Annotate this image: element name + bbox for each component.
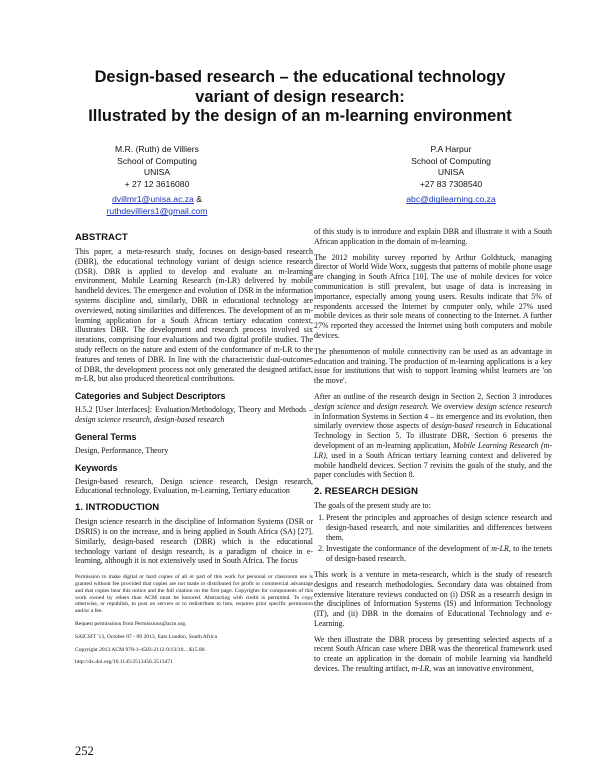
body-paragraph: The 2012 mobility survey reported by Arthur Goldstuck, managing director of World Wide Worx, suggests that patterns of mobile phone usage are changing in South Africa [10]. The use of mobile devices for voice communication is still prevalent, but usage of data is increasing in importance, especially among young users. Results indicate that 5% of respondents accessed the Internet by computer only, while 27% used mobile devices as their sole means of connecting to the Internet. A further 27% reported they accessed the Internet using both computers and mobile devices. <box>314 252 552 340</box>
author-institution: UNISA <box>143 167 171 178</box>
body-paragraph: of this study is to introduce and explain DBR and illustrate it with a South African application in the domain of m-learning. <box>314 227 552 246</box>
title-line-2: variant of design research: <box>195 87 405 106</box>
left-column <box>75 230 313 672</box>
categories-text: H.5.2 [User Interfaces]: Evaluation/Methodology, Theory and Methods – design science research, design-based research <box>75 405 313 424</box>
author-email-link[interactable]: dvillmr1@unisa.ac.za <box>112 194 194 205</box>
copyright-footnote <box>75 574 313 666</box>
general-terms-text: Design, Performance, Theory <box>75 445 169 455</box>
keywords-text: Design-based research, Design science research, Design research, Educational technology, Evaluation, m-Learning, Tertiary education <box>75 476 313 496</box>
footnote-line: Request permissions from Permissions@acm.org. <box>75 620 187 627</box>
body-paragraph: We then illustrate the DBR process by presenting selected aspects of a recent South African case where DBR was the theoretical framework used to create an application in the domain of mobile learning via handheld devices. The resulting artifact, m-LR, was an innovative environment, <box>314 634 552 674</box>
abstract-text: This paper, a meta-research study, focuses on design-based research (DBR), the educational technology variant of design science research (DSR). DBR is applied to develop and evaluate an m-learning environment, Mobile Learning Research (m-LR) delivered by mobile handheld devices. The emergence and evolution of DSR in the information systems discipline and, similarly, DBR in educational technology are overviewed, noting similarities and differences. The development of an m-learning application for a South African tertiary education context, illustrates DBR. The development and research process involved six iterations, comprising four evaluations and two digital profile studies. The study reflects on the nature and extent of the conformance of m-LR to the features and tenets of DBR. In line with the characteristic dual-outcomes of DBR, the development process not only generated the designed artifact, m-LR, but also produced theoretical contributions. <box>75 247 313 384</box>
email-ampersand: & <box>193 194 202 205</box>
keywords-heading: Keywords <box>75 462 118 473</box>
body-paragraph: The phenomenon of mobile connectivity can be used as an advantage in education and training. The production of m-learning applications is a key issue for institutions that wish to support learning whilst learners are 'on the move'. <box>314 346 552 386</box>
footnote-doi: http://dx.doi.org/10.1145/2513456.2513471 <box>75 659 173 666</box>
author-institution: UNISA <box>437 167 465 178</box>
research-design-heading: 2. RESEARCH DESIGN <box>314 486 418 498</box>
general-terms-heading: General Terms <box>75 431 137 442</box>
title-line-3: Illustrated by the design of an m-learning environment <box>88 107 512 125</box>
page-number: 252 <box>75 744 94 758</box>
goals-intro: The goals of the present study are to: <box>314 501 431 511</box>
footnote-line: SAICSIT '13, October 07 - 09 2013, East London, South Africa <box>75 633 218 640</box>
footnote-line: Permission to make digital or hard copies of all or part of this work for personal or classroom use is granted without fee provided that copies are not made or distributed for profit or commercial advantage and that copies bear this notice and the full citation on the first page. Copyrights for components of this work owned by others than ACM must be honored. Abstracting with credit is permitted. To copy otherwise, or republish, to post on servers or to redistribute to lists, requires prior specific permission and/or a fee. <box>75 574 313 615</box>
author-block-2 <box>366 144 536 206</box>
introduction-heading: 1. INTRODUCTION <box>75 502 160 514</box>
categories-heading: Categories and Subject Descriptors <box>75 391 226 402</box>
author-name: M.R. (Ruth) de Villiers <box>115 144 199 154</box>
abstract-heading: ABSTRACT <box>75 232 128 243</box>
goals-list <box>314 513 552 564</box>
paper-title <box>40 68 560 127</box>
author-name: P.A Harpur <box>430 144 472 154</box>
footnote-line: Copyright 2013 ACM 978-1-4503-2112-9/13/10…$15.00. <box>75 646 206 653</box>
author-phone: + 27 12 3616080 <box>124 178 190 189</box>
title-line-1: Design-based research – the educational technology <box>94 68 506 86</box>
body-paragraph: After an outline of the research design in Section 2, Section 3 introduces design science and design research. We overview design science research in Information Systems in Section 4 – its emergence and its evolution, then similarly overview those aspects of design-based research in Educational Technology in Section 5. To illustrate DBR, Section 6 presents the development of an m-learning application, Mobile Learning Research (m-LR), used in a South African tertiary learning context and delivered by mobile handheld devices. Section 7 revisits the goals of the study, and the paper concludes with Section 8. <box>314 391 552 480</box>
introduction-text: Design science research in the discipline of Information Systems (DSR or DSRIS) is on the increase, and is being applied in South Africa (SA) [27]. Similarly, design-based research (DBR) which is the educational technology variant of design research, is a paradigm of choice in e-learning, although it is not extensively used in South Africa. The focus <box>75 517 313 566</box>
goal-item: 1. Present the principles and approaches of design science research and design-based research, and note similarities and differences between them. <box>326 513 552 542</box>
author-email-link[interactable]: abc@digilearning.co.za <box>406 194 496 205</box>
author-school: School of Computing <box>411 155 491 166</box>
author-email-link-alt[interactable]: ruthdevilliers1@gmail.com <box>106 205 208 216</box>
author-phone: +27 83 7308540 <box>419 178 483 189</box>
body-paragraph: This work is a venture in meta-research, which is the study of research designs and research methodologies. Secondary data was obtained from extensive literature reviews conducted on (i) DSR as a research design in the disciplines of Information Systems (IS) and Information Technology (IT), and (ii) DBR in the domains of Educational Technology and e-Learning. <box>314 569 552 628</box>
author-email-row <box>62 194 252 206</box>
author-block-1 <box>62 144 252 218</box>
author-school: School of Computing <box>117 155 197 166</box>
right-column <box>314 227 552 680</box>
goal-item: 2. Investigate the conformance of the development of m-LR, to the tenets of design-based research. <box>326 544 552 564</box>
